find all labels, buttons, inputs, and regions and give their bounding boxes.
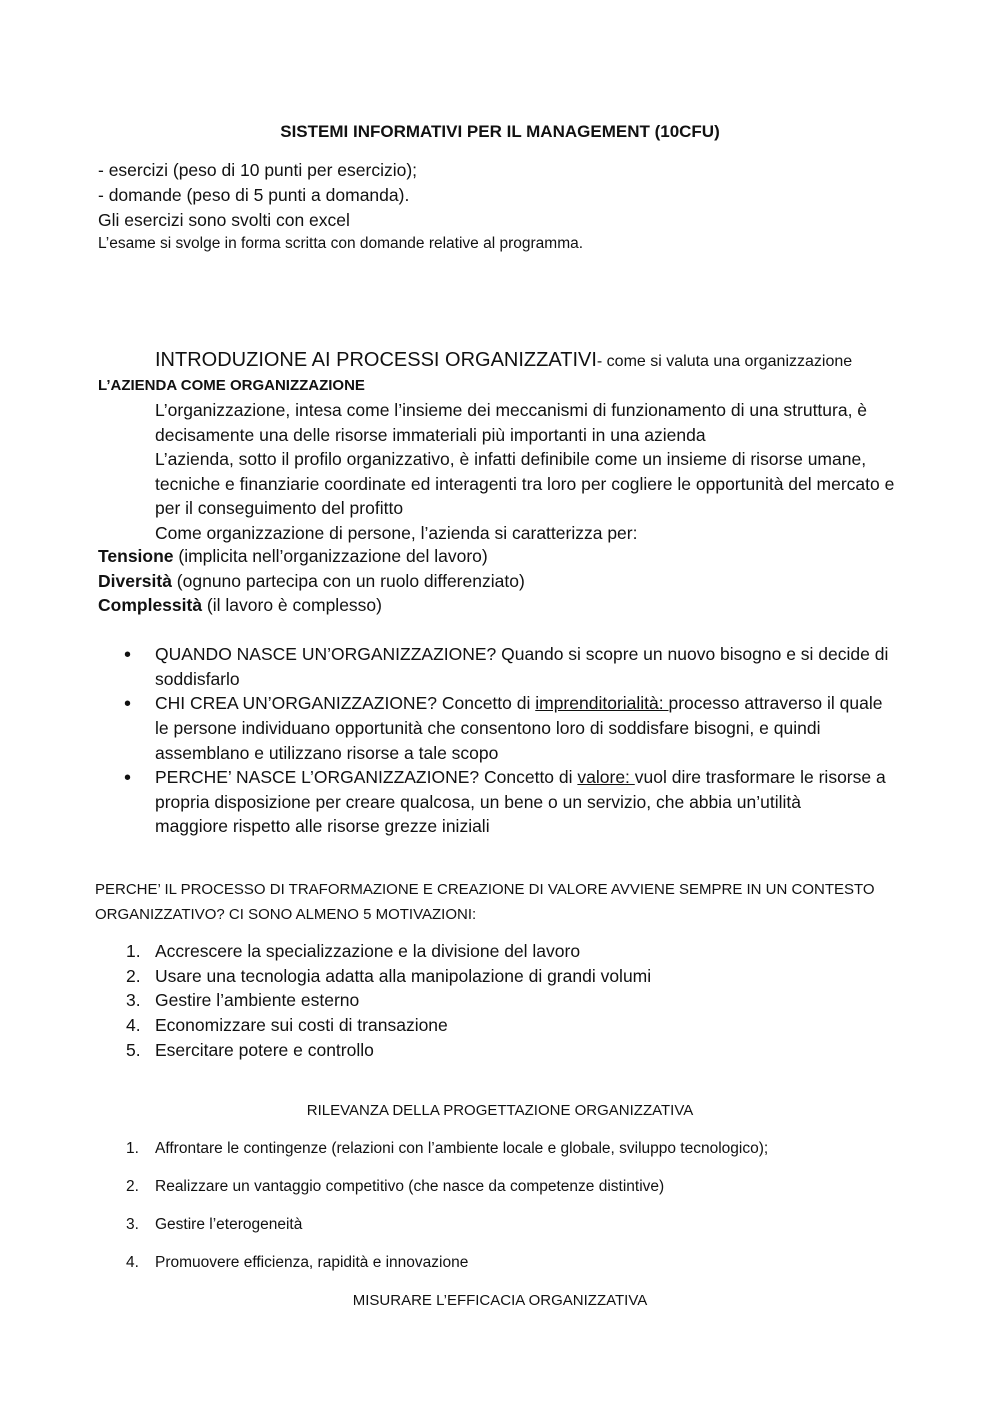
trait-line — [98, 546, 488, 567]
list-number: 5. — [126, 1040, 141, 1060]
question-line: assemblano e utilizzano risorse a tale scopo — [155, 743, 499, 763]
bullet-item: L’organizzazione, intesa come l’insieme dei meccanismi di funzionamento di una struttura, è decisamente una delle risorse immateriali più importanti in una azienda — [155, 400, 868, 445]
motivazioni-question: ORGANIZZATIVO? CI SONO ALMENO 5 MOTIVAZIONI: — [95, 906, 477, 923]
section-subheading: L’AZIENDA COME ORGANIZZAZIONE — [98, 377, 365, 394]
question-line — [155, 693, 882, 714]
trait-term: Tensione — [98, 546, 174, 566]
list-item: Affrontare le contingenze (relazioni con l’ambiente locale e globale, sviluppo tecnologico); — [155, 1140, 769, 1157]
question-text: processo attraverso il quale — [668, 693, 883, 713]
trait-desc: (il lavoro è complesso) — [202, 595, 382, 615]
trait-term: Complessità — [98, 595, 203, 615]
question-text: CHI CREA UN’ORGANIZZAZIONE? Concetto di — [155, 693, 536, 713]
bullet-item: L’azienda, sotto il profilo organizzativo, è infatti definibile come un insieme di risorse umane, tecniche e finanziarie coordinate ed interagenti tra loro per cogliere le opportunità del mercato e per il conseguimento del profitto — [155, 449, 895, 518]
list-number: 2. — [126, 1178, 139, 1195]
trait-desc: (ognuno partecipa con un ruolo differenziato) — [171, 571, 525, 591]
list-item: Accrescere la specializzazione e la divisione del lavoro — [155, 941, 581, 961]
question-line: QUANDO NASCE UN’ORGANIZZAZIONE? Quando si scopre un nuovo bisogno e si decide di — [155, 644, 889, 664]
bullet-dot-icon: • — [124, 644, 132, 666]
bullet-item: Come organizzazione di persone, l’azienda si caratterizza per: — [155, 523, 638, 543]
list-number: 3. — [126, 1216, 139, 1233]
document-title: SISTEMI INFORMATIVI PER IL MANAGEMENT (10CFU) — [280, 122, 720, 141]
intro-line: - esercizi (peso di 10 punti per esercizio); — [98, 160, 418, 180]
section-heading — [155, 349, 852, 372]
question-text: vuol dire trasformare le risorse a — [634, 767, 886, 787]
bullet-dot-icon: • — [124, 767, 132, 789]
list-item: Economizzare sui costi di transazione — [155, 1015, 448, 1035]
bullet-dot-icon: • — [124, 693, 132, 715]
list-item: Gestire l’eterogeneità — [155, 1216, 303, 1233]
list-item: Promuovere efficienza, rapidità e innovazione — [155, 1254, 469, 1271]
misurare-heading: MISURARE L’EFFICACIA ORGANIZZATIVA — [352, 1292, 648, 1309]
key-concept: valore: — [577, 767, 635, 787]
section-heading-main: INTRODUZIONE AI PROCESSI ORGANIZZATIVI — [155, 349, 597, 371]
question-line — [155, 767, 886, 788]
list-number: 4. — [126, 1015, 141, 1035]
trait-desc: (implicita nell’organizzazione del lavoro) — [173, 546, 488, 566]
trait-term: Diversità — [98, 571, 172, 591]
question-line: le persone individuano opportunità che consentono loro di soddisfare bisogni, e quindi — [155, 718, 821, 738]
list-item: Realizzare un vantaggio competitivo (che nasce da competenze distintive) — [155, 1178, 665, 1195]
question-line: maggiore rispetto alle risorse grezze iniziali — [155, 816, 490, 836]
intro-line: - domande (peso di 5 punti a domanda). — [98, 185, 410, 205]
list-item: Gestire l’ambiente esterno — [155, 990, 360, 1010]
section-heading-sub: - come si valuta una organizzazione — [596, 353, 853, 370]
question-line: propria disposizione per creare qualcosa, un bene o un servizio, che abbia un’utilità — [155, 792, 801, 812]
list-number: 1. — [126, 1140, 139, 1157]
list-number: 3. — [126, 990, 141, 1010]
rilevanza-heading: RILEVANZA DELLA PROGETTAZIONE ORGANIZZATIVA — [306, 1102, 694, 1119]
motivazioni-question: PERCHE’ IL PROCESSO DI TRAFORMAZIONE E CREAZIONE DI VALORE AVVIENE SEMPRE IN UN CONTESTO — [95, 881, 875, 898]
trait-line — [98, 571, 525, 592]
key-concept: imprenditorialità: — [535, 693, 669, 713]
list-number: 4. — [126, 1254, 139, 1271]
intro-line: Gli esercizi sono svolti con excel — [98, 210, 350, 230]
list-number: 1. — [126, 941, 141, 961]
list-item: Esercitare potere e controllo — [155, 1040, 374, 1060]
list-number: 2. — [126, 966, 141, 986]
intro-line: L’esame si svolge in forma scritta con domande relative al programma. — [98, 235, 584, 252]
trait-line — [98, 595, 382, 616]
list-item: Usare una tecnologia adatta alla manipolazione di grandi volumi — [155, 966, 652, 986]
question-line: soddisfarlo — [155, 669, 240, 689]
question-text: PERCHE’ NASCE L’ORGANIZZAZIONE? Concetto di — [155, 767, 578, 787]
